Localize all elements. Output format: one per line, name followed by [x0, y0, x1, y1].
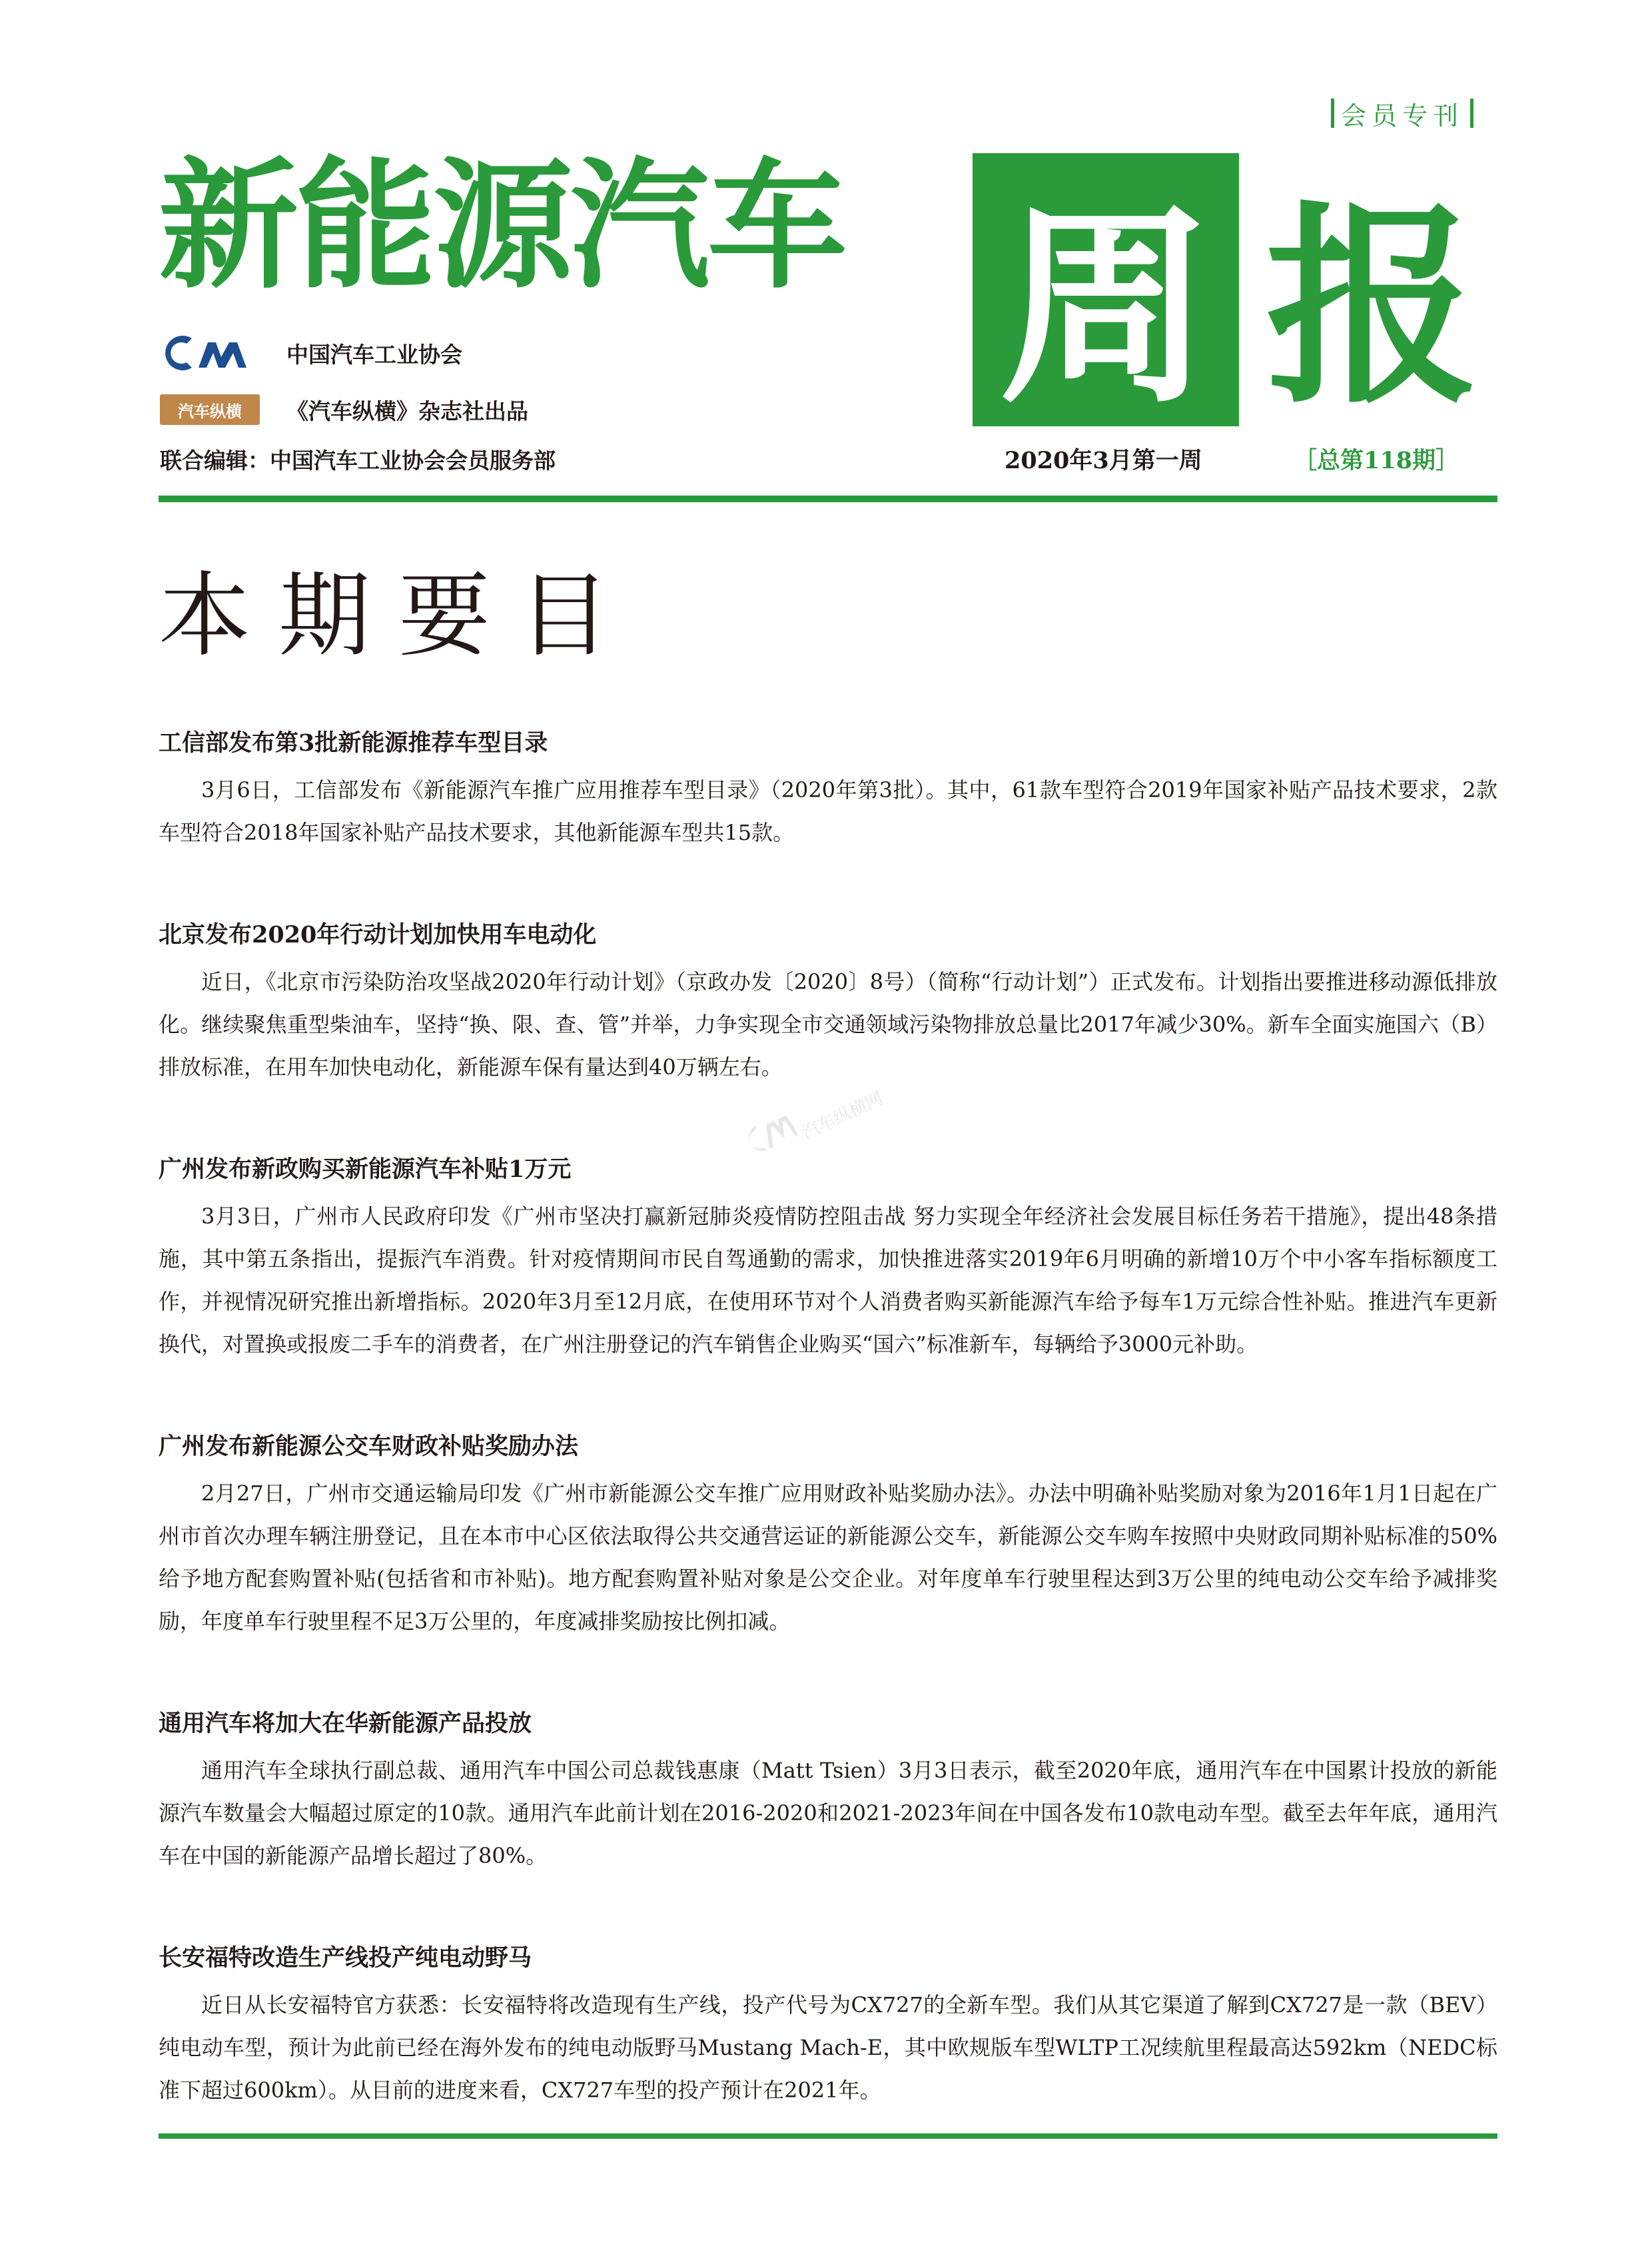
- contents-heading: 本期要目: [159, 562, 639, 669]
- autoreview-logo-text: 汽车纵横: [178, 402, 242, 421]
- masthead-report-char: 报: [1266, 185, 1479, 432]
- article-body: 近日从长安福特官方获悉：长安福特将改造现有生产线，投产代号为CX727的全新车型。我们从其它渠道了解到CX727是一款（BEV）纯电动车型，预计为此前已经在海外发布的纯电动版野马Mustang Mach-E，其中欧规版车型WLTP工况续航里程最高达592km（NEDC标准下超过600km）。从目前的进度来看，CX727车型的投产预计在2021年。: [159, 1992, 1497, 2103]
- article-title: 广州发布新能源公交车财政补贴奖励办法: [159, 1433, 579, 1460]
- article-title: 通用汽车将加大在华新能源产品投放: [159, 1710, 532, 1737]
- article: [159, 726, 1497, 854]
- masthead-report-char-box: [1239, 153, 1505, 432]
- footer-divider: [159, 2133, 1497, 2139]
- watermark-text: 汽车纵横网: [799, 1088, 887, 1144]
- article: [159, 1941, 1497, 2111]
- member-edition-tag: [1319, 93, 1485, 133]
- article-body: 3月3日，广州市人民政府印发《广州市坚决打赢新冠肺炎疫情防控阻击战 努力实现全年经济社会发展目标任务若干措施》，提出48条措施，其中第五条指出，提振汽车消费。针对疫情期间市民自驾通勤的需求，加快推进落实2019年6月明确的新增10万个中小客车指标额度工作，并视情况研究推出新增指标。2020年3月至12月底，在使用环节对个人消费者购买新能源汽车给予每车1万元综合性补贴。推进汽车更新换代，对置换或报废二手车的消费者，在广州注册登记的汽车销售企业购买“国六”标准新车，每辆给予3000元补助。: [159, 1204, 1497, 1357]
- article: [159, 1429, 1497, 1643]
- masthead-weekly-char: 周: [999, 185, 1212, 432]
- publisher-name-autoreview: 《汽车纵横》杂志社出品: [286, 398, 528, 424]
- article: [159, 1152, 1497, 1365]
- publisher-name-caam: 中国汽车工业协会: [286, 341, 462, 368]
- issue-date: 2020年3月第一周: [1005, 447, 1202, 474]
- autoreview-logo: [160, 394, 260, 425]
- article-body: 近日，《北京市污染防治攻坚战2020年行动计划》（京政办发〔2020〕8号）（简称“行动计划”）正式发布。计划指出要推进移动源低排放化。继续聚焦重型柴油车，坚持“换、限、查、管”并举，力争实现全市交通领域污染物排放总量比2017年减少30%。新车全面实施国六（B）排放标准，在用车加快电动化，新能源车保有量达到40万辆左右。: [159, 969, 1497, 1080]
- header-divider: [159, 496, 1497, 502]
- tag-divider: [1331, 99, 1334, 128]
- issue-number: ［总第118期］: [1294, 447, 1459, 474]
- tag-divider: [1470, 99, 1473, 128]
- masthead-weekly-box: [973, 153, 1239, 432]
- article-body: 3月6日，工信部发布《新能源汽车推广应用推荐车型目录》（2020年第3批）。其中，61款车型符合2019年国家补贴产品技术要求，2款车型符合2018年国家补贴产品技术要求，其他新能源车型共15款。: [159, 777, 1497, 845]
- article-body: 2月27日，广州市交通运输局印发《广州市新能源公交车推广应用财政补贴奖励办法》。办法中明确补贴奖励对象为2016年1月1日起在广州市首次办理车辆注册登记，且在本市中心区依法取得公共交通营运证的新能源公交车，新能源公交车购车按照中央财政同期补贴标准的50%给予地方配套购置补贴(包括省和市补贴)。地方配套购置补贴对象是公交企业。对年度单车行驶里程达到3万公里的纯电动公交车给予减排奖励，年度单车行驶里程不足3万公里的，年度减排奖励按比例扣减。: [159, 1481, 1497, 1634]
- article-title: 广州发布新政购买新能源汽车补贴1万元: [159, 1156, 572, 1183]
- caam-logo-icon: [160, 333, 260, 373]
- article: [159, 1706, 1497, 1877]
- article-list: [159, 726, 1497, 2175]
- article-body: 通用汽车全球执行副总裁、通用汽车中国公司总裁钱惠康（Matt Tsien）3月3日表示，截至2020年底，通用汽车在中国累计投放的新能源汽车数量会大幅超过原定的10款。通用汽车此前计划在2016-2020和2021-2023年间在中国各发布10款电动车型。截至去年年底，通用汽车在中国的新能源产品增长超过了80%。: [159, 1758, 1497, 1868]
- article: [159, 918, 1497, 1088]
- article-title: 北京发布2020年行动计划加快用车电动化: [159, 921, 597, 948]
- joint-editor-line: 联合编辑：中国汽车工业协会会员服务部: [160, 448, 556, 474]
- member-tag-label: 会员专刊: [1340, 101, 1463, 131]
- article-title: 工信部发布第3批新能源推荐车型目录: [159, 729, 548, 757]
- publisher-row-caam: [160, 330, 462, 376]
- publisher-row-autoreview: [160, 386, 528, 433]
- masthead-title: 新能源汽车: [159, 147, 845, 306]
- article-title: 长安福特改造生产线投产纯电动野马: [159, 1944, 532, 1972]
